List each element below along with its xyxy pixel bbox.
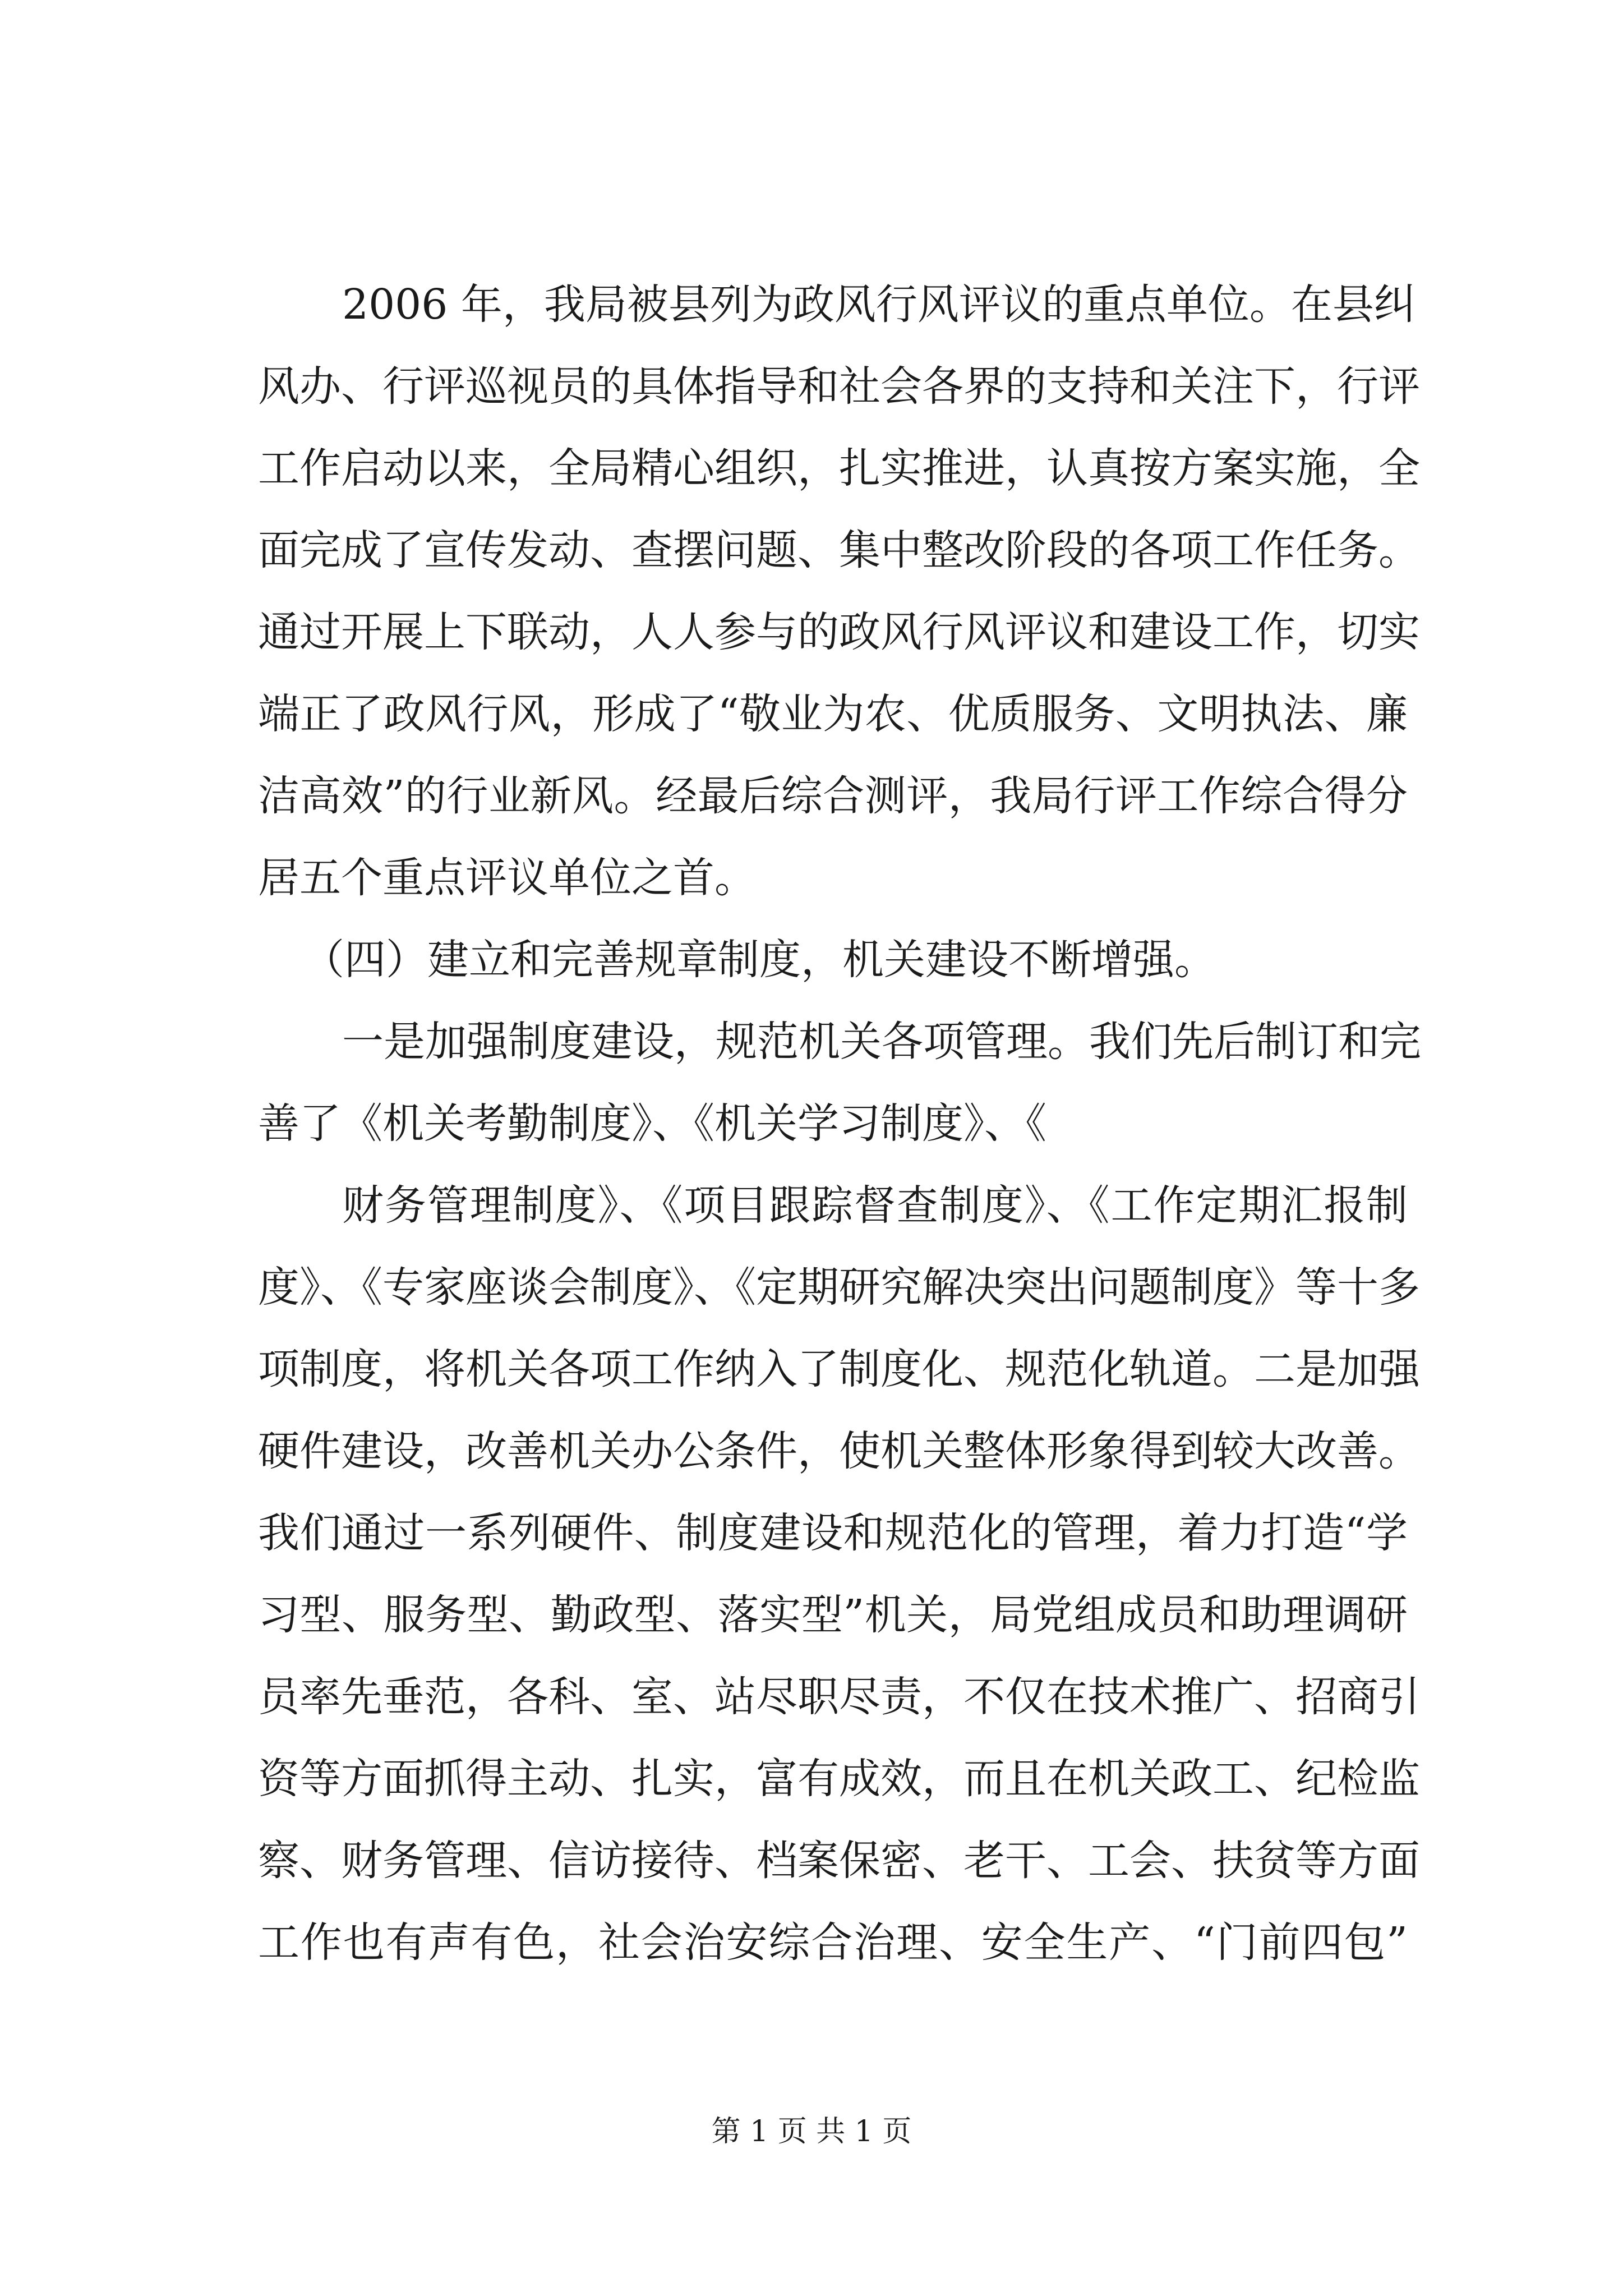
paragraph-line: 财务管理制度》、《项目跟踪督查制度》、《工作定期汇报制 xyxy=(342,1181,1408,1230)
paragraph-line: 一是加强制度建设，规范机关各项管理。我们先后制订和完 xyxy=(342,1018,1421,1066)
paragraph-line: 察、财务管理、信访接待、档案保密、老干、工会、扶贫等方面 xyxy=(258,1837,1420,1885)
paragraph-line: 2006 年，我局被县列为政风行风评议的重点单位。在县纠 xyxy=(342,280,1415,329)
paragraph-line: 通过开展上下联动，人人参与的政风行风评议和建设工作，切实 xyxy=(258,608,1420,656)
paragraph-line: 项制度，将机关各项工作纳入了制度化、规范化轨道。二是加强 xyxy=(258,1345,1420,1393)
section-heading: （四）建立和完善规章制度，机关建设不断增强。 xyxy=(303,936,1216,984)
paragraph-line: 面完成了宣传发动、查摆问题、集中整改阶段的各项工作任务。 xyxy=(258,526,1420,574)
paragraph-line: 工作也有声有色，社会治安综合治理、安全生产、“门前四包” xyxy=(258,1918,1408,1967)
document-body xyxy=(258,264,1421,1984)
paragraph-line: 居五个重点评议单位之首。 xyxy=(258,854,756,902)
paragraph-line: 度》、《专家座谈会制度》、《定期研究解决突出问题制度》等十多 xyxy=(258,1263,1420,1312)
paragraph-line: 硬件建设，改善机关办公条件，使机关整体形象得到较大改善。 xyxy=(258,1427,1420,1475)
paragraph-line: 资等方面抓得主动、扎实，富有成效，而且在机关政工、纪检监 xyxy=(258,1755,1420,1803)
paragraph-line: 工作启动以来，全局精心组织，扎实推进，认真按方案实施，全 xyxy=(258,444,1420,493)
paragraph-line: 习型、服务型、勤政型、落实型”机关，局党组成员和助理调研 xyxy=(258,1591,1408,1639)
paragraph-line: 端正了政风行风，形成了“敬业为农、优质服务、文明执法、廉 xyxy=(258,690,1408,738)
paragraph-line: 洁高效”的行业新风。经最后综合测评，我局行评工作综合得分 xyxy=(258,772,1408,820)
paragraph-line: 善了《机关考勤制度》、《机关学习制度》、《 xyxy=(258,1099,1046,1148)
paragraph-line: 我们通过一系列硬件、制度建设和规范化的管理，着力打造“学 xyxy=(258,1509,1408,1557)
paragraph-line: 风办、行评巡视员的具体指导和社会各界的支持和关注下，行评 xyxy=(258,362,1420,411)
page-number-footer: 第 1 页 共 1 页 xyxy=(711,2115,912,2148)
paragraph-line: 员率先垂范，各科、室、站尽职尽责，不仅在技术推广、招商引 xyxy=(258,1673,1420,1721)
